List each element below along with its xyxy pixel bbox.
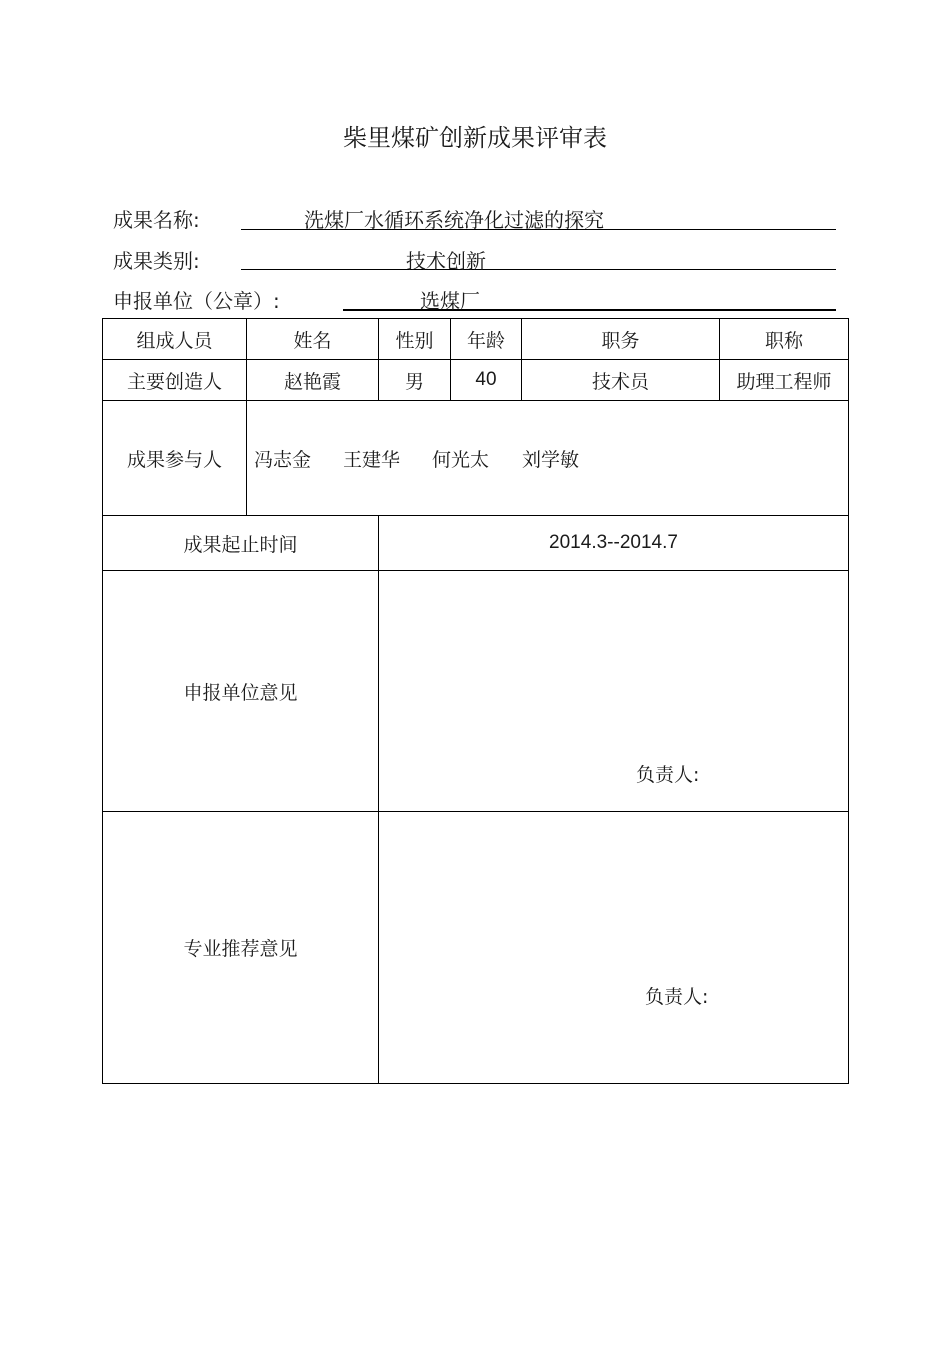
creator-title[interactable]: 助理工程师 (736, 370, 832, 393)
creator-gender[interactable]: 男 (404, 370, 424, 393)
header-position: 职务 (601, 329, 640, 352)
achievement-category-label: 成果类别: (113, 249, 200, 273)
period-label: 成果起止时间 (183, 533, 298, 556)
creator-position[interactable]: 技术员 (591, 370, 649, 393)
header-age: 年龄 (466, 329, 505, 352)
achievement-category-value[interactable]: 技术创新 (406, 249, 486, 273)
unit-opinion-area[interactable] (379, 571, 848, 811)
participant-name[interactable]: 冯志金 (254, 449, 312, 471)
header-name: 姓名 (293, 329, 332, 352)
achievement-name-value[interactable]: 洗煤厂水循环系统净化过滤的探究 (304, 208, 604, 232)
achievement-category-line (241, 269, 836, 270)
applicant-unit-line (343, 309, 836, 311)
participant-name[interactable]: 刘学敏 (522, 449, 580, 471)
expert-opinion-signer: 负责人: (645, 986, 709, 1008)
page-title: 柴里煤矿创新成果评审表 (343, 124, 607, 152)
header-gender: 性别 (395, 329, 434, 352)
creator-name[interactable]: 赵艳霞 (283, 370, 341, 393)
applicant-unit-value[interactable]: 选煤厂 (420, 289, 480, 313)
expert-opinion-label: 专业推荐意见 (183, 938, 298, 960)
applicant-unit-label: 申报单位（公章）: (113, 289, 280, 313)
period-value[interactable]: 2014.3--2014.7 (549, 532, 678, 553)
participants-label: 成果参与人 (126, 448, 222, 471)
creator-role: 主要创造人 (126, 370, 222, 393)
unit-opinion-label: 申报单位意见 (183, 681, 298, 704)
achievement-name-label: 成果名称: (113, 208, 200, 232)
participant-name[interactable]: 王建华 (343, 449, 401, 471)
creator-age[interactable]: 40 (475, 369, 497, 390)
participant-name[interactable]: 何光太 (432, 449, 490, 471)
header-title: 职称 (764, 329, 803, 352)
expert-opinion-area[interactable] (379, 812, 848, 1083)
header-members: 组成人员 (136, 329, 213, 352)
unit-opinion-signer: 负责人: (636, 764, 700, 786)
